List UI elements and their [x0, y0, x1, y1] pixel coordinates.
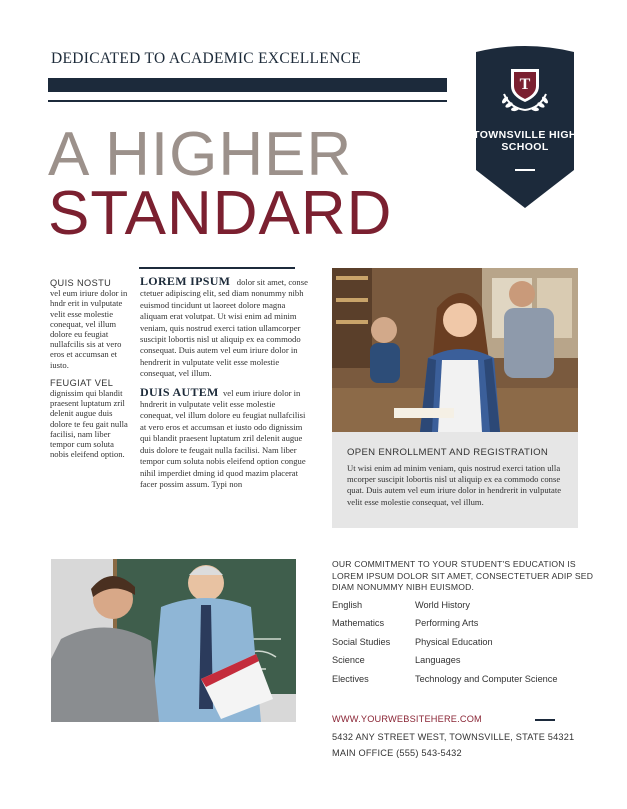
headline-line-1: A HIGHER — [48, 120, 353, 189]
office-phone: MAIN OFFICE (555) 543-5432 — [332, 748, 462, 758]
shield-dash — [515, 169, 535, 171]
course-row — [332, 618, 594, 636]
contact-dash — [535, 719, 555, 721]
tagline: DEDICATED TO ACADEMIC EXCELLENCE — [51, 50, 361, 67]
sidebar-section-1-heading: QUIS NOSTU — [50, 278, 112, 288]
street-address: 5432 ANY STREET WEST, TOWNSVILLE, STATE 54321 — [332, 732, 575, 742]
course-item: Electives — [332, 673, 369, 684]
school-name: TOWNSVILLE HIGH SCHOOL — [473, 129, 577, 153]
course-item: Languages — [415, 655, 461, 666]
course-item: World History — [415, 600, 470, 610]
commitment-statement: OUR COMMITMENT TO YOUR STUDENT'S EDUCATION IS LOREM IPSUM DOLOR SIT AMET, CONSECTETUER ADIP SED DIAM NONUMMY NIBH EUISMOD. — [332, 559, 594, 593]
course-item: Technology and Computer Science — [415, 673, 558, 684]
course-item: Social Studies — [332, 636, 391, 647]
student-photo — [332, 268, 578, 432]
shield-emblem-letter: T — [519, 76, 531, 93]
website-link[interactable]: WWW.YOURWEBSITEHERE.COM — [332, 714, 482, 724]
paragraph-1-body: dolor sit amet, conse ctetuer adipiscing elit, sed diam nonummy nibh euismod tincidunt ut laoreet dolore magna aliquam erat volutpat. Ut wisi enim ad minim veniam, quis nostrud exerci tation ullamcorper suscipit lobortis nisl ut aliquip ex ea commodo consequat. Duis autem vel eum iriure dolor in hendrerit in vulputate velit esse molestie consequat, vel illum. — [140, 277, 308, 379]
paragraph-1 — [140, 276, 308, 380]
course-item: Physical Education — [415, 636, 493, 647]
course-row — [332, 655, 594, 673]
course-item: Mathematics — [332, 618, 385, 629]
sidebar-column — [50, 278, 132, 467]
main-text-column — [140, 276, 308, 497]
callout-body: Ut wisi enim ad minim veniam, quis nostrud exerci tation ulla mcorper suscipit lobortis nisl ut aliquip ex ea commodo conse quat. Duis autem vel eum iriure dolor in hendrerit in vulputate velit esse molestie consequat, vel illum. — [347, 463, 562, 507]
paragraph-2 — [140, 384, 308, 491]
header-bar-thick — [48, 78, 447, 92]
header-bar-thin — [48, 100, 447, 102]
course-row — [332, 637, 594, 655]
paragraph-1-heading: LOREM IPSUM — [140, 274, 231, 288]
enrollment-callout — [332, 432, 578, 528]
course-row — [332, 600, 594, 618]
course-row — [332, 674, 594, 692]
course-item: English — [332, 600, 363, 610]
course-item: Science — [332, 655, 365, 666]
sidebar-section-2-body: dignissim qui blandit praesent luptatum zril delenit augue duis dolore te feu gait nulla facilisi, nam liber tempor cum soluta nobis eleifend option. — [50, 388, 128, 460]
school-shield-badge — [472, 42, 578, 210]
headline-line-2: STANDARD — [48, 179, 393, 248]
paragraph-2-heading: DUIS AUTEM — [140, 384, 219, 399]
paragraph-2-body: vel eum iriure dolor in hndrerit in vulputate velit esse molestie conequat, vel illum dolore eu feugiat nullafcilisi at vero eros et accumsan et iusto odo dignissim qui blandit praesent luptatum zril delenit augue duis dolore te feugait nulla facilisi. Nam liber tempor cum soluta nobis eleifend option congue nihil imperdiet dming id quod mazim placerat facer possim assum. Typi non — [140, 387, 306, 489]
column-rule — [139, 267, 295, 269]
callout-heading: OPEN ENROLLMENT AND REGISTRATION — [347, 447, 549, 458]
sidebar-section-1 — [50, 278, 132, 370]
sidebar-section-2-heading: FEUGIAT VEL — [50, 377, 114, 388]
course-item: Performing Arts — [415, 618, 479, 629]
sidebar-section-2 — [50, 378, 132, 460]
teacher-student-photo — [51, 559, 296, 722]
course-list — [332, 600, 594, 692]
sidebar-section-1-body: vel eum iriure dolor in hndr erit in vulputate velit esse molestie conequat, vel illum dolore eu feugiat nullafcilis sis at vero eros et accumsan et iusto. — [50, 288, 128, 370]
